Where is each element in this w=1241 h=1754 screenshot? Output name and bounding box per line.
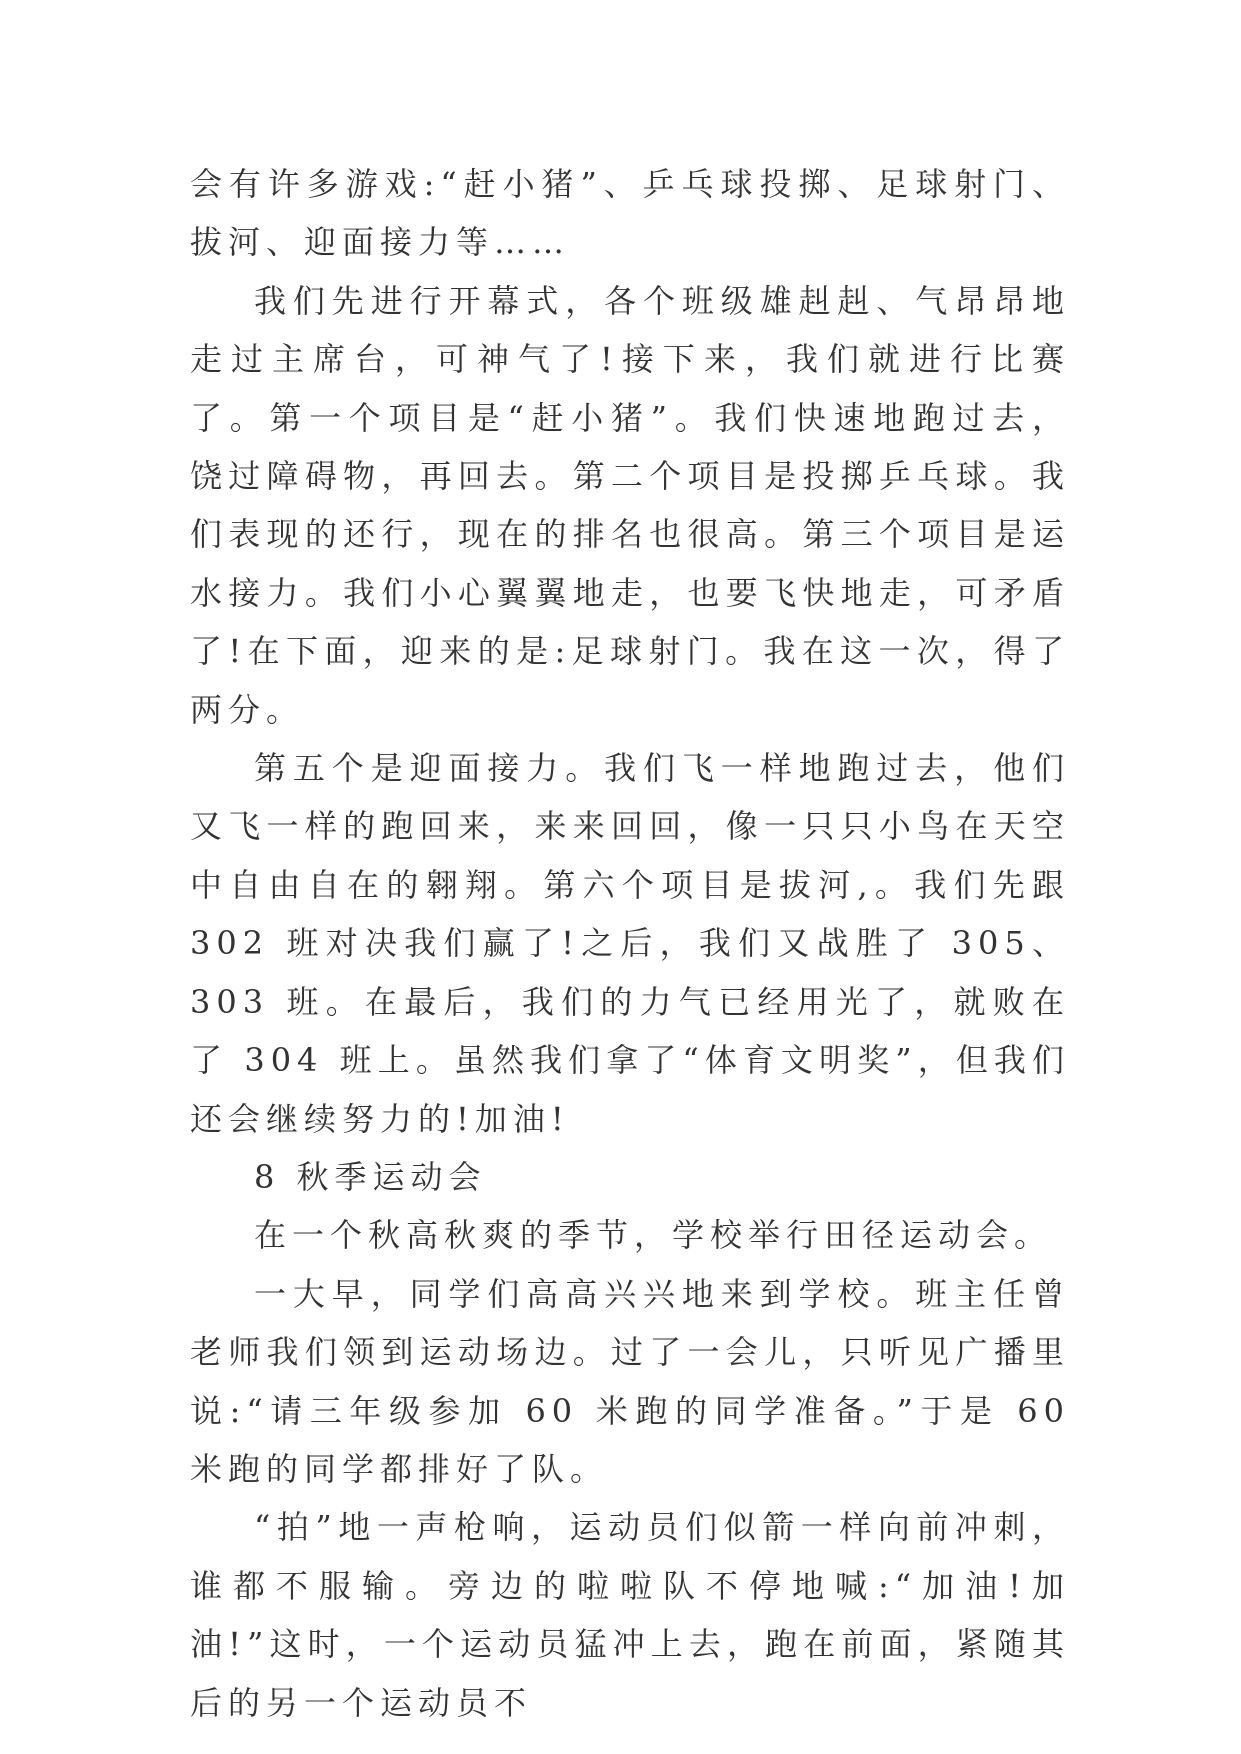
paragraph: 会有许多游戏:“赶小猪”、乒乓球投掷、足球射门、拔河、迎面接力等……: [190, 165, 1070, 262]
section-heading: 8 秋季运动会: [254, 1157, 487, 1196]
paragraph: 我们先进行开幕式，各个班级雄赳赳、气昂昂地走过主席台，可神气了!接下来，我们就进行比赛了。第一个项目是“赶小猪”。我们快速地跑过去，饶过障碍物，再回去。第二个项目是投掷乒乓球。我们表现的还行，现在的排名也很高。第三个项目是运水接力。我们小心翼翼地走，也要飞快地走，可矛盾了!在下面，迎来的是:足球射门。我在这一次，得了两分。: [190, 281, 1070, 729]
paragraph: 在一个秋高秋爽的季节，学校举行田径运动会。: [254, 1216, 1053, 1255]
document-body: [190, 155, 1070, 1732]
paragraph: 一大早，同学们高高兴兴地来到学校。班主任曾老师我们领到运动场边。过了一会儿，只听见广播里说:“请三年级参加 60 米跑的同学准备。”于是 60 米跑的同学都排好了队。: [190, 1274, 1070, 1488]
paragraph: “拍”地一声枪响，运动员们似箭一样向前冲刺，谁都不服输。旁边的啦啦队不停地喊:“加油!加油!”这时，一个运动员猛冲上去，跑在前面，紧随其后的另一个运动员不: [190, 1508, 1070, 1722]
paragraph: 第五个是迎面接力。我们飞一样地跑过去，他们又飞一样的跑回来，来来回回，像一只只小鸟在天空中自由自在的翱翔。第六个项目是拔河,。我们先跟 302 班对决我们赢了!之后，我们又战胜了 305、303 班。在最后，我们的力气已经用光了，就败在了 304 班上。虽然我们拿了“体育文明奖”，但我们还会继续努力的!加油!: [190, 749, 1070, 1138]
